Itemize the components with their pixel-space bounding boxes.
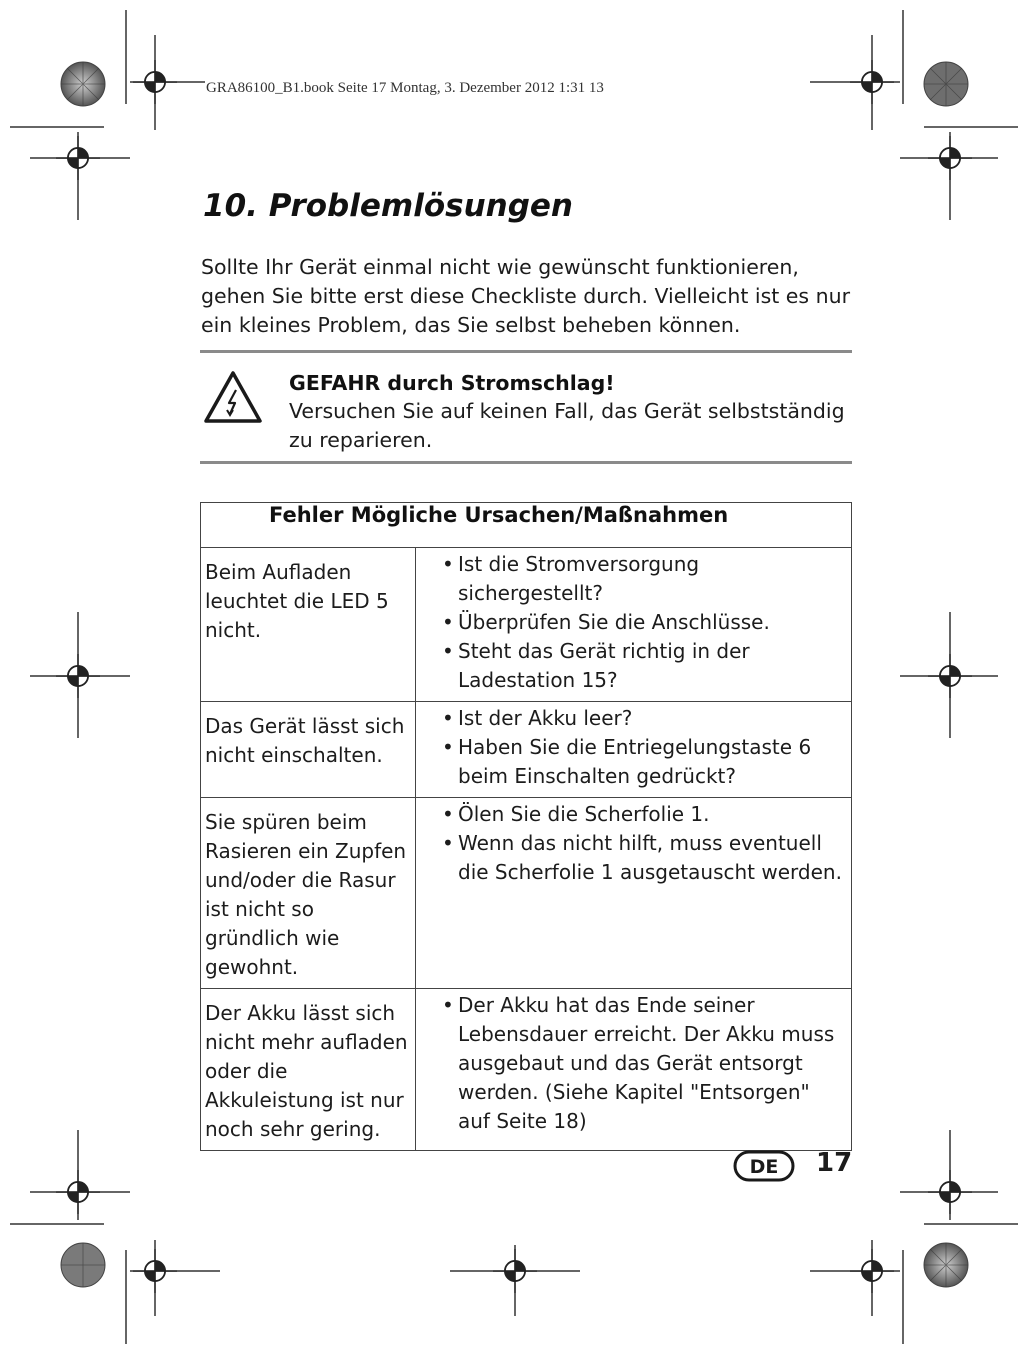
fault-cell: Der Akku lässt sich nicht mehr aufladen oder die Akkuleistung ist nur noch sehr gering. bbox=[201, 989, 416, 1151]
table-header-row bbox=[201, 503, 852, 548]
column-header-fault: Fehler bbox=[269, 503, 344, 527]
section-title: 10. Problemlösungen bbox=[203, 188, 574, 224]
warning-title: GEFAHR durch Stromschlag! bbox=[289, 371, 615, 395]
causes-cell bbox=[416, 548, 852, 702]
table-header bbox=[201, 503, 852, 548]
fault-cell: Das Gerät lässt sich nicht einschalten. bbox=[201, 702, 416, 798]
warning-body: Versuchen Sie auf keinen Fall, das Gerät selbstständig zu reparieren. bbox=[289, 399, 845, 452]
language-code: DE bbox=[749, 1156, 779, 1178]
cause-item: • Wenn das nicht hilft, muss eventuell die Scherfolie 1 ausgetauscht werden. bbox=[422, 829, 847, 887]
column-header-causes: Mögliche Ursachen/Maßnahmen bbox=[350, 503, 729, 527]
causes-cell bbox=[416, 989, 852, 1151]
cause-item: • Steht das Gerät richtig in der Ladestation 15? bbox=[422, 637, 847, 695]
warning-top-rule bbox=[200, 350, 852, 353]
table-row bbox=[201, 989, 852, 1151]
table-row bbox=[201, 702, 852, 798]
troubleshooting-table bbox=[200, 502, 852, 1151]
cause-item: • Ist der Akku leer? bbox=[422, 704, 847, 733]
warning-bottom-rule bbox=[200, 461, 852, 464]
language-badge bbox=[733, 1150, 795, 1182]
cause-item: • Überprüfen Sie die Anschlüsse. bbox=[422, 608, 847, 637]
cause-item: • Ist die Stromversorgung sichergestellt? bbox=[422, 550, 847, 608]
table-row bbox=[201, 798, 852, 989]
causes-cell bbox=[416, 702, 852, 798]
electric-hazard-icon bbox=[203, 370, 263, 424]
fault-cell: Beim Aufladen leuchtet die LED 5 nicht. bbox=[201, 548, 416, 702]
cause-item: • Der Akku hat das Ende seiner Lebensdauer erreicht. Der Akku muss ausgebaut und das Gerät entsorgt werden. (Siehe Kapitel "Entsorgen" auf Seite 18) bbox=[422, 991, 847, 1136]
intro-paragraph: Sollte Ihr Gerät einmal nicht wie gewünscht funktionieren, gehen Sie bitte erst diese Checkliste durch. Vielleicht ist es nur ein kleines Problem, das Sie selbst beheben können. bbox=[201, 255, 851, 337]
fault-cell: Sie spüren beim Rasieren ein Zupfen und/oder die Rasur ist nicht so gründlich wie gewohnt. bbox=[201, 798, 416, 989]
print-slug-line: GRA86100_B1.book Seite 17 Montag, 3. Dezember 2012 1:31 13 bbox=[206, 80, 604, 96]
page-number: 17 bbox=[816, 1148, 853, 1178]
cause-item: • Haben Sie die Entriegelungstaste 6 beim Einschalten gedrückt? bbox=[422, 733, 847, 791]
table-row bbox=[201, 548, 852, 702]
causes-cell bbox=[416, 798, 852, 989]
cause-item: • Ölen Sie die Scherfolie 1. bbox=[422, 800, 847, 829]
warning-box bbox=[289, 369, 851, 455]
